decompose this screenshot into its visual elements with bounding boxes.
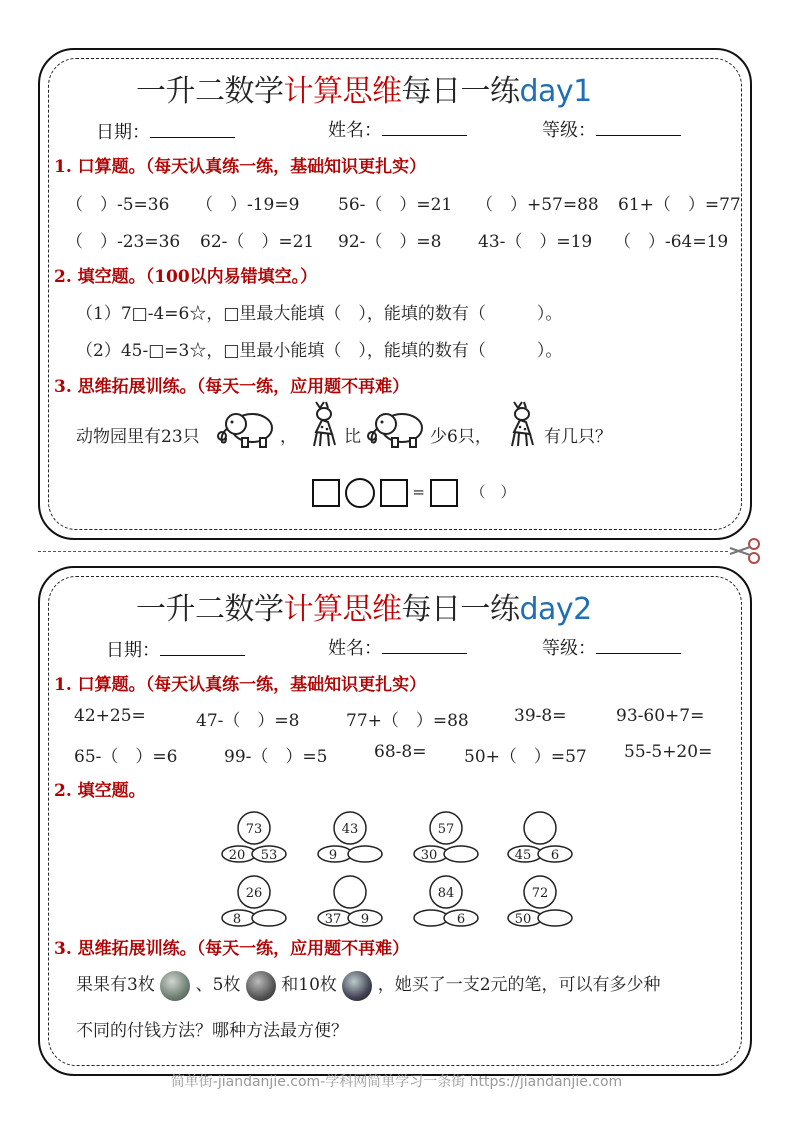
word-problem-text: ，她买了一支2元的笔，可以有多少种 (377, 975, 661, 995)
tree-right-value: 6 (550, 848, 560, 863)
tree-right-oval[interactable] (444, 846, 478, 862)
title-part: 每日一练 (401, 74, 520, 109)
oral-problem: （ ）-23=36 (66, 232, 181, 252)
equals-sign: = (412, 483, 425, 501)
date-field[interactable] (106, 636, 245, 662)
number-tree (414, 876, 478, 927)
card-title (136, 66, 592, 110)
elephant-icon (366, 406, 428, 450)
section-3-heading: 3. 思维拓展训练。（每天一练，应用题不再难） (54, 939, 410, 959)
operator-circle[interactable] (345, 478, 375, 508)
title-part: 一升二数学 (136, 592, 284, 627)
section-2-heading: 2. 填空题。（100以内易错填空。） (54, 267, 318, 287)
page-footer: 简单街-jiandanjie.com-学科网简单学习一条街 https://jiandanjie.com (170, 1074, 623, 1090)
word-problem-text: 动物园里有23只 (76, 427, 200, 447)
worksheet-card-day2 (38, 566, 752, 1076)
oral-problem: 56-（ ）=21 (338, 195, 453, 215)
oral-problem: 68-8= (374, 742, 427, 762)
oral-problem: 50+（ ）=57 (464, 747, 587, 767)
oral-problem: 47-（ ）=8 (196, 711, 300, 731)
equation-template[interactable] (312, 478, 516, 508)
title-highlight: 计算思维 (283, 74, 402, 109)
oral-problem: 55-5+20= (624, 742, 713, 762)
oral-problem: 77+（ ）=88 (346, 711, 469, 731)
word-problem-text: 有几只？ (544, 427, 612, 447)
tree-right-oval[interactable] (252, 910, 286, 926)
tree-left-oval[interactable] (414, 910, 448, 926)
tree-top-value: 57 (437, 822, 455, 837)
title-highlight: 计算思维 (283, 592, 402, 627)
deer-icon (500, 400, 540, 450)
name-field[interactable] (328, 116, 467, 142)
tree-top-value: 84 (437, 886, 455, 901)
oral-problem: 99-（ ）=5 (224, 747, 328, 767)
oral-problem: 93-60+7= (616, 706, 705, 726)
oral-problem: （ ）+57=88 (476, 195, 599, 215)
number-tree (222, 812, 286, 863)
word-problem-line-1 (76, 970, 661, 1001)
title-part: 一升二数学 (136, 74, 284, 109)
word-problem-text: 少6只， (430, 427, 492, 447)
tree-left-value: 37 (324, 912, 342, 927)
section-1-heading: 1. 口算题。（每天认真练一练，基础知识更扎实） (54, 675, 427, 695)
worksheet-card-day1 (38, 48, 752, 540)
cut-line (38, 551, 728, 552)
tree-left-value: 30 (420, 848, 438, 863)
comma: ， (280, 427, 297, 447)
tree-top-value: 72 (531, 886, 549, 901)
oral-problem: 65-（ ）=6 (74, 747, 178, 767)
number-tree (222, 876, 286, 927)
tree-top-value: 73 (245, 822, 263, 837)
number-trees (210, 808, 590, 928)
grade-label: 等级： (542, 120, 596, 141)
oral-problem: 61+（ ）=77 (618, 195, 741, 215)
unit-paren: （ ） (470, 483, 516, 501)
number-tree (508, 812, 572, 863)
grade-field[interactable] (542, 634, 681, 660)
grade-field[interactable] (542, 116, 681, 142)
fill-blank-question: （2）45-□=3☆，□里最小能填（ ），能填的数有（ ）。 (76, 341, 563, 361)
number-tree (508, 876, 572, 927)
oral-problem: 43-（ ）=19 (478, 232, 593, 252)
oral-problem: 62-（ ）=21 (200, 232, 315, 252)
word-problem-text: 和10枚 (281, 975, 337, 995)
date-label: 日期： (106, 640, 160, 661)
title-day: day2 (519, 592, 592, 627)
coin-1-jiao-icon (160, 971, 190, 1001)
tree-left-value: 45 (514, 848, 532, 863)
date-blank[interactable] (160, 639, 245, 656)
tree-top-circle[interactable] (524, 812, 556, 844)
tree-top-circle[interactable] (334, 876, 366, 908)
oral-problem: 39-8= (514, 706, 567, 726)
fill-blank-question: （1）7□-4=6☆，□里最大能填（ ），能填的数有（ ）。 (76, 304, 563, 324)
name-field[interactable] (328, 634, 467, 660)
oral-problem: （ ）-64=19 (614, 232, 729, 252)
name-label: 姓名： (328, 120, 382, 141)
name-label: 姓名： (328, 638, 382, 659)
coin-5-jiao-icon (246, 971, 276, 1001)
word-problem-text: 果果有3枚 (76, 975, 155, 995)
deer-icon (302, 400, 342, 450)
answer-box[interactable] (312, 479, 340, 507)
answer-box[interactable] (430, 479, 458, 507)
section-3-heading: 3. 思维拓展训练。（每天一练，应用题不再难） (54, 377, 410, 397)
title-day: day1 (519, 74, 592, 109)
grade-blank[interactable] (596, 637, 681, 654)
tree-left-value: 9 (328, 848, 338, 863)
grade-label: 等级： (542, 638, 596, 659)
tree-top-value: 43 (341, 822, 359, 837)
title-part: 每日一练 (401, 592, 520, 627)
grade-blank[interactable] (596, 119, 681, 136)
number-tree (318, 876, 382, 927)
word-problem-text: 、5枚 (195, 975, 241, 995)
date-blank[interactable] (150, 121, 235, 138)
date-field[interactable] (96, 118, 235, 144)
card-title (136, 584, 592, 628)
oral-problem: （ ）-5=36 (66, 195, 170, 215)
tree-left-value: 8 (232, 912, 242, 927)
tree-right-value: 6 (456, 912, 466, 927)
number-tree (318, 812, 382, 863)
oral-problem: 42+25= (74, 706, 146, 726)
tree-right-oval[interactable] (538, 910, 572, 926)
tree-left-value: 50 (514, 912, 532, 927)
oral-problem: （ ）-19=9 (196, 195, 300, 215)
name-blank[interactable] (382, 637, 467, 654)
tree-right-value: 9 (360, 912, 370, 927)
tree-right-value: 53 (260, 848, 278, 863)
name-blank[interactable] (382, 119, 467, 136)
coin-1-yuan-icon (342, 971, 372, 1001)
oral-problem: 92-（ ）=8 (338, 232, 442, 252)
scissors-icon (728, 538, 762, 564)
date-label: 日期： (96, 122, 150, 143)
word-problem-text: 比 (344, 427, 361, 447)
elephant-icon (216, 406, 278, 450)
tree-right-oval[interactable] (348, 846, 382, 862)
tree-top-value: 26 (245, 886, 263, 901)
word-problem-line-2: 不同的付钱方法？哪种方法最方便？ (76, 1021, 348, 1041)
tree-left-value: 20 (228, 848, 246, 863)
section-2-heading: 2. 填空题。 (54, 781, 146, 801)
answer-box[interactable] (380, 479, 408, 507)
number-tree (414, 812, 478, 863)
section-1-heading: 1. 口算题。（每天认真练一练，基础知识更扎实） (54, 157, 427, 177)
